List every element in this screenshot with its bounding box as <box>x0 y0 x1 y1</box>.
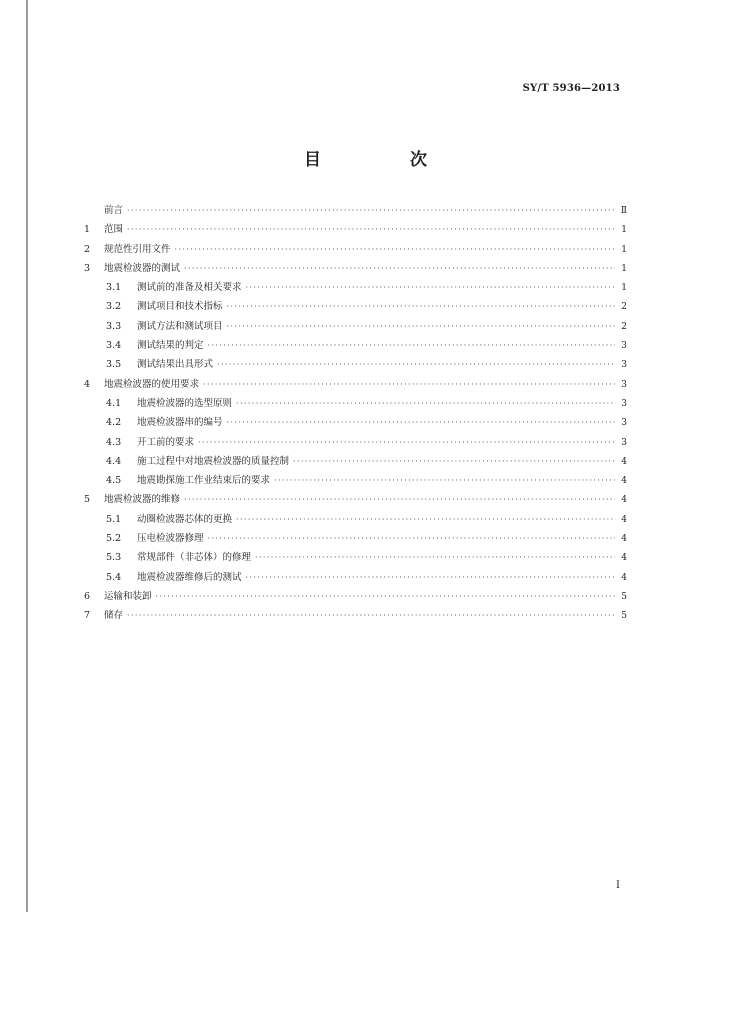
toc-entry[interactable] <box>84 356 627 375</box>
toc-entry[interactable] <box>84 588 627 607</box>
toc-entry-page: 3 <box>621 437 627 448</box>
toc-entry-number: 4.4 <box>106 455 122 467</box>
toc-entry-label: 前言 <box>104 205 124 216</box>
toc-leader-dots <box>236 399 615 408</box>
toc-entry-label: 动圈检波器芯体的更换 <box>137 513 233 525</box>
toc-entry-page: 5 <box>621 611 627 622</box>
toc-entry-page: 3 <box>621 379 627 390</box>
toc-leader-dots <box>184 264 615 273</box>
toc-entry-number: 4.1 <box>106 397 122 409</box>
toc-leader-dots <box>203 380 615 389</box>
toc-entry-label: 压电检波器修理 <box>137 533 204 545</box>
toc-entry[interactable] <box>84 569 627 588</box>
toc-entry-label: 开工前的要求 <box>137 436 195 448</box>
toc-entry[interactable] <box>84 530 627 549</box>
toc-entry-label: 储存 <box>104 610 124 622</box>
toc-entry-number: 5.2 <box>106 533 122 545</box>
toc-entry-page: 2 <box>621 302 627 313</box>
toc-leader-dots <box>198 438 615 447</box>
toc-leader-dots <box>175 245 615 254</box>
toc-entry[interactable] <box>84 241 627 260</box>
toc-entry-number: 4 <box>84 378 91 390</box>
toc-entry-label: 地震检波器串的编号 <box>137 417 223 429</box>
toc-entry-label: 测试方法和测试项目 <box>137 320 223 332</box>
toc-entry[interactable] <box>84 434 627 453</box>
toc-entry[interactable] <box>84 607 627 626</box>
toc-leader-dots <box>127 611 615 620</box>
toc-leader-dots <box>227 418 615 427</box>
toc-entry[interactable] <box>84 453 627 472</box>
toc-leader-dots <box>127 225 615 234</box>
toc-entry-label: 地震检波器的维修 <box>104 494 181 506</box>
toc-entry[interactable] <box>84 221 627 240</box>
toc-entry-label: 常规部件（非芯体）的修理 <box>137 552 252 564</box>
toc-entry-page: 1 <box>621 244 627 255</box>
toc-entry-label: 测试结果的判定 <box>137 340 204 352</box>
toc-entry-number: 5.3 <box>106 552 122 564</box>
toc-entry-label: 运输和装卸 <box>104 590 152 602</box>
toc-leader-dots <box>127 206 615 215</box>
page-title: 目 次 <box>304 150 463 170</box>
toc-leader-dots <box>227 322 615 331</box>
toc-entry-page: 3 <box>621 341 627 352</box>
toc-entry-page: 4 <box>621 534 627 545</box>
toc-leader-dots <box>208 534 615 543</box>
toc-entry-number: 6 <box>84 590 91 602</box>
toc-entry-page: 1 <box>621 283 627 294</box>
toc-leader-dots <box>236 515 615 524</box>
toc-entry[interactable] <box>84 414 627 433</box>
toc-entry-label: 地震勘探施工作业结束后的要求 <box>137 475 271 487</box>
toc-entry-page: 1 <box>621 225 627 236</box>
toc-entry[interactable] <box>84 202 627 221</box>
toc-leader-dots <box>217 360 615 369</box>
toc-leader-dots <box>293 457 615 466</box>
toc-leader-dots <box>156 592 615 601</box>
toc-entry[interactable] <box>84 511 627 530</box>
toc-entry-number: 3.1 <box>106 282 122 294</box>
toc-leader-dots <box>246 573 615 582</box>
page-number: I <box>616 880 620 891</box>
toc-entry-number: 3.3 <box>106 320 122 332</box>
toc-leader-dots <box>227 302 615 311</box>
toc-leader-dots <box>184 495 615 504</box>
toc-entry-page: 4 <box>621 456 627 467</box>
toc-entry-number: 4.3 <box>106 436 122 448</box>
toc-entry-page: 4 <box>621 495 627 506</box>
toc-entry-label: 测试前的准备及相关要求 <box>137 282 242 294</box>
binding-margin-line <box>26 0 28 912</box>
toc-leader-dots <box>246 283 615 292</box>
toc-entry-page: 1 <box>621 263 627 274</box>
toc-entry-number: 5.1 <box>106 513 122 525</box>
toc-entry-number: 4.2 <box>106 417 122 429</box>
toc-entry[interactable] <box>84 549 627 568</box>
toc-entry-page: 2 <box>621 321 627 332</box>
toc-entry-page: Ⅱ <box>620 206 627 216</box>
toc-entry[interactable] <box>84 260 627 279</box>
toc-entry-label: 地震检波器的选型原则 <box>137 397 233 409</box>
toc-entry-page: 5 <box>621 591 627 602</box>
toc-entry-number: 3.4 <box>106 340 122 352</box>
toc-entry-page: 4 <box>621 476 627 487</box>
toc-entry-number: 2 <box>84 243 91 255</box>
toc-leader-dots <box>208 341 615 350</box>
toc-entry-label: 地震检波器的测试 <box>104 262 181 274</box>
toc-entry-number: 5.4 <box>106 571 122 583</box>
toc-leader-dots <box>274 476 615 485</box>
toc-entry-page: 3 <box>621 418 627 429</box>
toc-entry-number: 3 <box>84 262 91 274</box>
toc-entry[interactable] <box>84 298 627 317</box>
toc-entry-number: 4.5 <box>106 475 122 487</box>
toc-entry-number: 5 <box>84 494 91 506</box>
toc-entry[interactable] <box>84 472 627 491</box>
toc-entry[interactable] <box>84 318 627 337</box>
toc-entry-page: 3 <box>621 360 627 371</box>
toc-entry-number: 1 <box>84 224 91 236</box>
toc-entry-label: 施工过程中对地震检波器的质量控制 <box>137 455 290 467</box>
toc-entry-label: 地震检波器维修后的测试 <box>137 571 242 583</box>
toc-entry[interactable] <box>84 376 627 395</box>
toc-entry-label: 测试结果出具形式 <box>137 359 214 371</box>
toc-entry-label: 测试项目和技术指标 <box>137 301 223 313</box>
toc-entry[interactable] <box>84 279 627 298</box>
toc-entry-label: 规范性引用文件 <box>104 243 171 255</box>
table-of-contents <box>84 202 627 627</box>
toc-entry-number: 7 <box>84 610 91 622</box>
toc-entry-label: 范围 <box>104 224 124 236</box>
toc-entry[interactable] <box>84 395 627 414</box>
toc-entry-page: 4 <box>621 572 627 583</box>
toc-entry[interactable] <box>84 337 627 356</box>
toc-entry-number: 3.2 <box>106 301 122 313</box>
toc-entry[interactable] <box>84 491 627 510</box>
toc-leader-dots <box>255 553 615 562</box>
toc-entry-number: 3.5 <box>106 359 122 371</box>
toc-entry-page: 3 <box>621 398 627 409</box>
toc-entry-page: 4 <box>621 514 627 525</box>
toc-entry-label: 地震检波器的使用要求 <box>104 378 200 390</box>
document-code: SY/T 5936—2013 <box>522 83 620 94</box>
toc-entry-page: 4 <box>621 553 627 564</box>
